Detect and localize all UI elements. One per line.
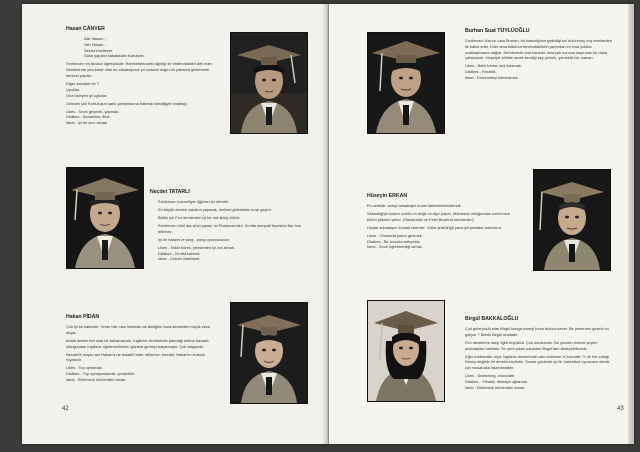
bio-paragraph: Gelecek yıllı Kurtuluşun şarkı yarışmasına bakmak istediğiyle bıraktığı. <box>66 100 188 106</box>
student-name: Burhan Suat TÜYLÜOĞLU <box>465 28 530 34</box>
student-name: Hasan CANVER <box>66 26 105 32</box>
student-bio <box>66 324 218 385</box>
student-name: Necdet TATARLI <box>150 189 190 195</box>
student-name: Hüseyin ERKAN <box>367 193 408 199</box>
student-name: Birgül BAKKALOĞLU <box>465 316 519 322</box>
page-edge <box>628 4 634 444</box>
bio-paragraph: Likes - Sınıfı geçmek, yapmak. Dislikes - Şımarıklık, fitne. Ideal - İyi bir avcı olmak. <box>66 108 120 126</box>
bio-paragraph: Çok iyi bir kalecidir. Yerde bile olsa herkesin ak dediğine kara demekten büyük zevk duyar. <box>66 324 210 335</box>
student-entry <box>329 4 634 144</box>
student-bio <box>158 199 308 264</box>
bio-paragraph: Altlı Hasan... Vah Hasan... Sesini incelterek Sana yapılan sakalardan kurtulsan. <box>84 36 145 59</box>
bio-paragraph: Çok güleryüzlü olan Birgül konga elmeyi bırsa buluca sever. Bir yerlerden gezinti mi geliyor ? Bilinki Birgül oradadır. <box>465 326 609 337</box>
bio-paragraph: Hoşlar arkadaşını kırmak istemez. Güler yüzlülüğü yavruya pekadar hazırlanır. <box>367 224 502 230</box>
bio-paragraph: Ahlâk derslerinin usta bir tartışmacıdır. İngilizce derslerinde parmağı dolma havada olduğundan İngilizce öğretmenlerinin gözüne girmeyi başarmıştır. Çok atılgandır. <box>66 337 209 349</box>
student-photo <box>533 169 611 271</box>
bio-paragraph: Eğer matematik veya İngilizce derslerinde cam süslerse «Crocodile ?» ile her çıktığı Demiy değildir bir dersini sövledin. Sunlar gözlerde iyi bir basketbol oyuncusu olmak için musabaka hazırlamaktır. <box>465 353 610 371</box>
bio-paragraph: Fen derslerine karşı ilgisi büyüktür. Çok unutkandır. Bu yüzden önemli şeyleri arkadaşları hatırlatır. En yeni çıkan parçaları Birgül'den dinleyebilirsiniz. <box>465 339 598 351</box>
bio-paragraph: Sessizliğiyle bazen sınıfta mı değil mi diye şaşılır. Mümessil olduğundan sınıfımızın bütün yükünü çeker. (Sabahattin ve Fethi Beylerin tavırlarıdır!) <box>367 210 510 222</box>
bio-paragraph: Likes - Swimming, chocolate. Dislikes - Yılbalık, rittmaya uğramak. Ideal - Elektronik mühendisi olmak. <box>465 373 528 390</box>
bio-paragraph: Diğer sanatlar ne ? Uyuklar. Ona özleyen iyi uykular. <box>66 80 108 98</box>
bio-paragraph: Sınıfımızın ünlü ata sözü yazarı ve Picassosu'dur. Sınıfta sempati tepesine ilse öve bitirmez. <box>158 222 301 234</box>
student-bio <box>465 326 615 393</box>
student-name: Hakan PİDAN <box>66 314 100 320</box>
student-entry <box>22 159 328 299</box>
bio-paragraph: Sınıfımızın en tanısız öğrencisidir. Hareketlerindeki ağırlığı ile etrafındakileri deli eder. Derslerinde orta karar olan bu arkadaşımız yıl sonuna doğru bir patlama göstererek herkesi şaşırtır. <box>66 61 213 78</box>
student-photo <box>66 167 144 269</box>
bio-paragraph: En cefakâr, ansiyi arkadaşlık kuran talebelerimizdendir. <box>367 203 462 208</box>
student-photo <box>367 300 445 402</box>
bio-paragraph: Necdet'in koşan am Hakan'a ne tesadüf eder, bilinmez; Necdet, Hakan'ın korkulu rüyasıdır. <box>66 351 206 363</box>
bio-paragraph: Likes - Top oynamak. Dislikes - Top oynayamamak, şımarıklık. Ideal - Elektronik mühendisi olmak. <box>66 365 136 382</box>
bio-paragraph: Sınıfımızın kuvvetliyle öğünen bir efendir. <box>158 199 229 204</box>
bio-paragraph: Likes - Tatlar börek, yemlerden iyi not almak. Dislikes - Sınıfta kalmak. Ideal - Cerrah olabilmek. <box>158 244 235 262</box>
bio-paragraph: Bütün yılı Fen derslerden iyi bir not aldığı bilinir. <box>158 214 240 220</box>
bio-paragraph: İyi bir basket ve ping - pong oyuncusudur. <box>158 236 230 242</box>
bio-paragraph: Sınıfımızın Hacı'sı olan Burhan, bu hastalığının getirdiği sol bulunmuş hoş erenlerden ile kabul eder. Eder ama bakanın etrafındakilerin yanından en kısa yoldan uzaklaşmasını sağlar. Derslerinde orta karardır ama işin sonunu kaçırmaz bir daha çalışkandır. Hepsiyle birlikte ameli sevdiği şey yemek, yemektir her zaman. <box>465 38 612 61</box>
student-photo <box>230 302 308 404</box>
right-page <box>329 4 634 444</box>
left-page <box>22 4 329 444</box>
bio-paragraph: Likes - Ormanda yalnız gezmek. Dislikes - Bir konuda tartışmak. Ideal - Sınıfı öğretmenliği olmak. <box>367 232 423 250</box>
page-number: 42 <box>62 406 69 412</box>
bio-paragraph: En büyük zevkini sakalını yaparak, herkesi gülmekten kırar geçirir. <box>158 206 272 212</box>
student-entry <box>329 294 634 434</box>
student-bio <box>465 38 615 83</box>
student-photo <box>367 32 445 134</box>
student-entry <box>329 159 634 299</box>
page-number: 43 <box>617 406 624 412</box>
student-bio <box>66 36 218 128</box>
student-photo <box>230 32 308 134</box>
yearbook-spread <box>22 4 634 444</box>
bio-paragraph: Likes - Balık tutma, kuş avlamak. Dislikes - Fesatlık. Ideal - Üniversiteyi bitirebilmek. <box>465 63 522 80</box>
student-entry <box>22 4 328 144</box>
student-bio <box>367 203 517 252</box>
student-entry <box>22 294 328 434</box>
